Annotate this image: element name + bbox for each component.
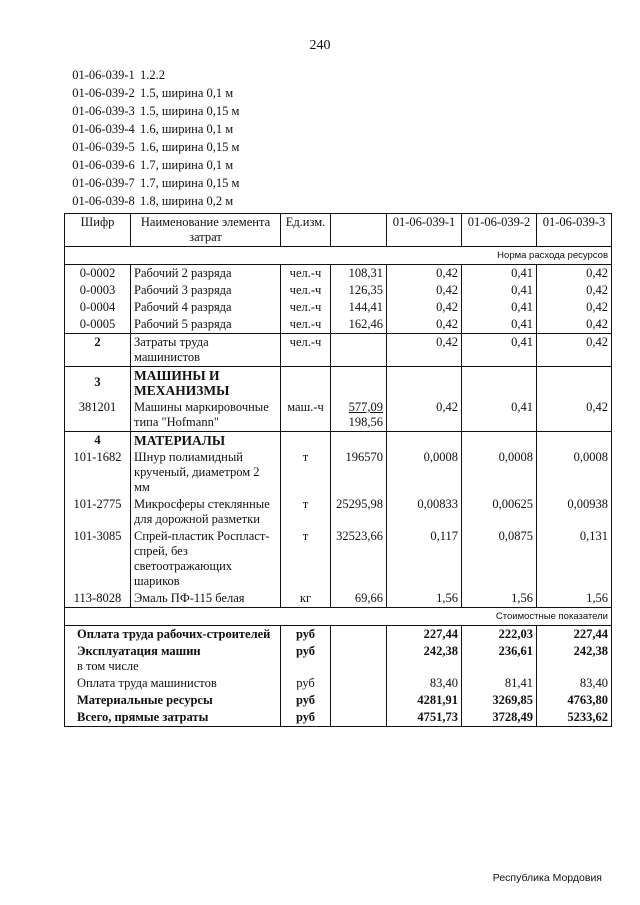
row-code: 2 [65,334,131,367]
code: 01-06-039-1 [72,68,135,82]
row-value-3: 0,42 [537,265,612,283]
row-value-2: 0,0008 [462,449,537,496]
cost-caption-row [65,608,612,626]
row-value-3: 0,131 [537,528,612,590]
row-code: 0-0004 [65,299,131,316]
header-col-3: 01-06-039-3 [537,214,612,247]
row-name: Спрей-пластик Роспласт-спрей, без светоотражающих шариков [131,528,281,590]
row-value-2: 0,41 [462,399,537,432]
summary-row-materials [65,692,612,709]
row-value-2: 0,41 [462,334,537,367]
row-name: Шнур полиамидный крученый, диаметром 2 мм [131,449,281,496]
footer-region: Республика Мордовия [492,872,602,884]
row-unit: кг [281,590,331,608]
table-row [65,590,612,608]
cost-caption: Стоимостные показатели [65,608,612,626]
header-col-1: 01-06-039-1 [387,214,462,247]
code-row [67,156,239,174]
section-row [65,367,612,400]
row-value-2: 0,00625 [462,496,537,528]
row-value-1: 0,42 [387,316,462,334]
section-code: 4 [65,432,131,450]
code-list [67,66,239,210]
row-name: Эмаль ПФ-115 белая [131,590,281,608]
row-price: 162,46 [331,316,387,334]
code-row [67,174,239,192]
code: 01-06-039-6 [72,158,135,172]
summary-value-1: 83,40 [387,675,462,692]
row-value-2: 0,41 [462,265,537,283]
norm-caption: Норма расхода ресурсов [65,247,612,265]
summary-row-machines [65,643,612,675]
row-name: Рабочий 4 разряда [131,299,281,316]
code-desc: 1.7, ширина 0,1 м [140,158,234,172]
summary-unit: руб [281,709,331,727]
code-desc: 1.5, ширина 0,15 м [140,104,240,118]
machine-price: 577,09 [348,400,383,414]
summary-unit: руб [281,692,331,709]
row-code: 101-3085 [65,528,131,590]
row-value-3: 0,42 [537,316,612,334]
summary-machines-label: Эксплуатация машин [77,644,201,658]
row-value-1: 0,42 [387,265,462,283]
row-unit: т [281,528,331,590]
summary-value-1: 4281,91 [387,692,462,709]
row-unit: чел.-ч [281,299,331,316]
header-name: Наименование элемента затрат [131,214,281,247]
table-row [65,334,612,367]
summary-unit: руб [281,675,331,692]
row-value-3: 0,42 [537,299,612,316]
code: 01-06-039-5 [72,140,135,154]
row-code: 0-0005 [65,316,131,334]
row-price: 69,66 [331,590,387,608]
summary-machines-sub: в том числе [77,659,139,673]
row-value-1: 0,117 [387,528,462,590]
summary-value-1: 227,44 [387,626,462,644]
table-row [65,316,612,334]
row-price: 108,31 [331,265,387,283]
row-price: 144,41 [331,299,387,316]
summary-unit: руб [281,643,331,675]
code-desc: 1.5, ширина 0,1 м [140,86,234,100]
row-price [331,334,387,367]
row-price: 126,35 [331,282,387,299]
summary-label: Всего, прямые затраты [65,709,281,727]
row-value-3: 0,42 [537,334,612,367]
code-row [67,120,239,138]
code: 01-06-039-2 [72,86,135,100]
summary-value-3: 5233,62 [537,709,612,727]
section-code: 3 [65,367,131,400]
code-row [67,102,239,120]
header-price [331,214,387,247]
section-row [65,432,612,450]
code-desc: 1.6, ширина 0,1 м [140,122,234,136]
summary-label: Материальные ресурсы [65,692,281,709]
code-desc: 1.2.2 [140,68,165,82]
summary-value-2: 3269,85 [462,692,537,709]
row-name: Рабочий 5 разряда [131,316,281,334]
row-unit: т [281,496,331,528]
row-code: 113-8028 [65,590,131,608]
row-value-2: 0,41 [462,316,537,334]
cost-table [64,213,612,727]
table-row [65,399,612,432]
row-unit: чел.-ч [281,265,331,283]
row-code: 0-0002 [65,265,131,283]
row-price [331,399,387,432]
header-code: Шифр [65,214,131,247]
summary-value-2: 81,41 [462,675,537,692]
row-value-3: 1,56 [537,590,612,608]
table-row [65,299,612,316]
row-name: Затраты труда машинистов [131,334,281,367]
code-row [67,138,239,156]
code: 01-06-039-8 [72,194,135,208]
row-value-1: 0,42 [387,299,462,316]
row-value-3: 0,42 [537,282,612,299]
code-desc: 1.8, ширина 0,2 м [140,194,234,208]
summary-value-3: 83,40 [537,675,612,692]
table-row [65,265,612,283]
summary-value-2: 236,61 [462,643,537,675]
section-title: МАШИНЫ И МЕХАНИЗМЫ [131,367,281,400]
summary-label: Оплата труда рабочих-строителей [65,626,281,644]
row-price: 196570 [331,449,387,496]
row-value-2: 0,41 [462,282,537,299]
code-desc: 1.6, ширина 0,15 м [140,140,240,154]
section-title: МАТЕРИАЛЫ [131,432,281,450]
row-value-2: 1,56 [462,590,537,608]
code-row [67,192,239,210]
row-name: Рабочий 3 разряда [131,282,281,299]
table-row [65,496,612,528]
summary-value-1: 242,38 [387,643,462,675]
row-value-1: 1,56 [387,590,462,608]
row-value-1: 0,42 [387,282,462,299]
norm-caption-row [65,247,612,265]
row-value-1: 0,42 [387,399,462,432]
code-row [67,84,239,102]
row-code: 101-1682 [65,449,131,496]
table-row [65,528,612,590]
row-code: 381201 [65,399,131,432]
row-value-3: 0,00938 [537,496,612,528]
row-price: 25295,98 [331,496,387,528]
row-unit: чел.-ч [281,282,331,299]
header-unit: Ед.изм. [281,214,331,247]
code: 01-06-039-7 [72,176,135,190]
row-unit: чел.-ч [281,334,331,367]
summary-value-2: 222,03 [462,626,537,644]
summary-unit: руб [281,626,331,644]
row-unit: т [281,449,331,496]
row-unit: маш.-ч [281,399,331,432]
summary-row-labor [65,626,612,644]
code-row [67,66,239,84]
summary-row-machinists [65,675,612,692]
machinist-price: 198,56 [348,415,383,429]
row-value-2: 0,0875 [462,528,537,590]
code: 01-06-039-4 [72,122,135,136]
row-code: 0-0003 [65,282,131,299]
table-row [65,449,612,496]
row-value-1: 0,42 [387,334,462,367]
summary-value-3: 227,44 [537,626,612,644]
row-value-1: 0,00833 [387,496,462,528]
summary-value-2: 3728,49 [462,709,537,727]
code-desc: 1.7, ширина 0,15 м [140,176,240,190]
summary-label: Оплата труда машинистов [65,675,281,692]
header-col-2: 01-06-039-2 [462,214,537,247]
summary-label [65,643,281,675]
row-value-3: 0,42 [537,399,612,432]
row-value-1: 0,0008 [387,449,462,496]
row-price: 32523,66 [331,528,387,590]
summary-row-total [65,709,612,727]
row-name: Микросферы стеклянные для дорожной разметки [131,496,281,528]
row-name: Машины маркировочные типа "Hofmann" [131,399,281,432]
summary-value-3: 4763,80 [537,692,612,709]
summary-value-3: 242,38 [537,643,612,675]
page-number: 240 [309,38,331,53]
row-value-3: 0,0008 [537,449,612,496]
row-name: Рабочий 2 разряда [131,265,281,283]
row-value-2: 0,41 [462,299,537,316]
summary-value-1: 4751,73 [387,709,462,727]
code: 01-06-039-3 [72,104,135,118]
table-header-row [65,214,612,247]
row-unit: чел.-ч [281,316,331,334]
table-row [65,282,612,299]
row-code: 101-2775 [65,496,131,528]
